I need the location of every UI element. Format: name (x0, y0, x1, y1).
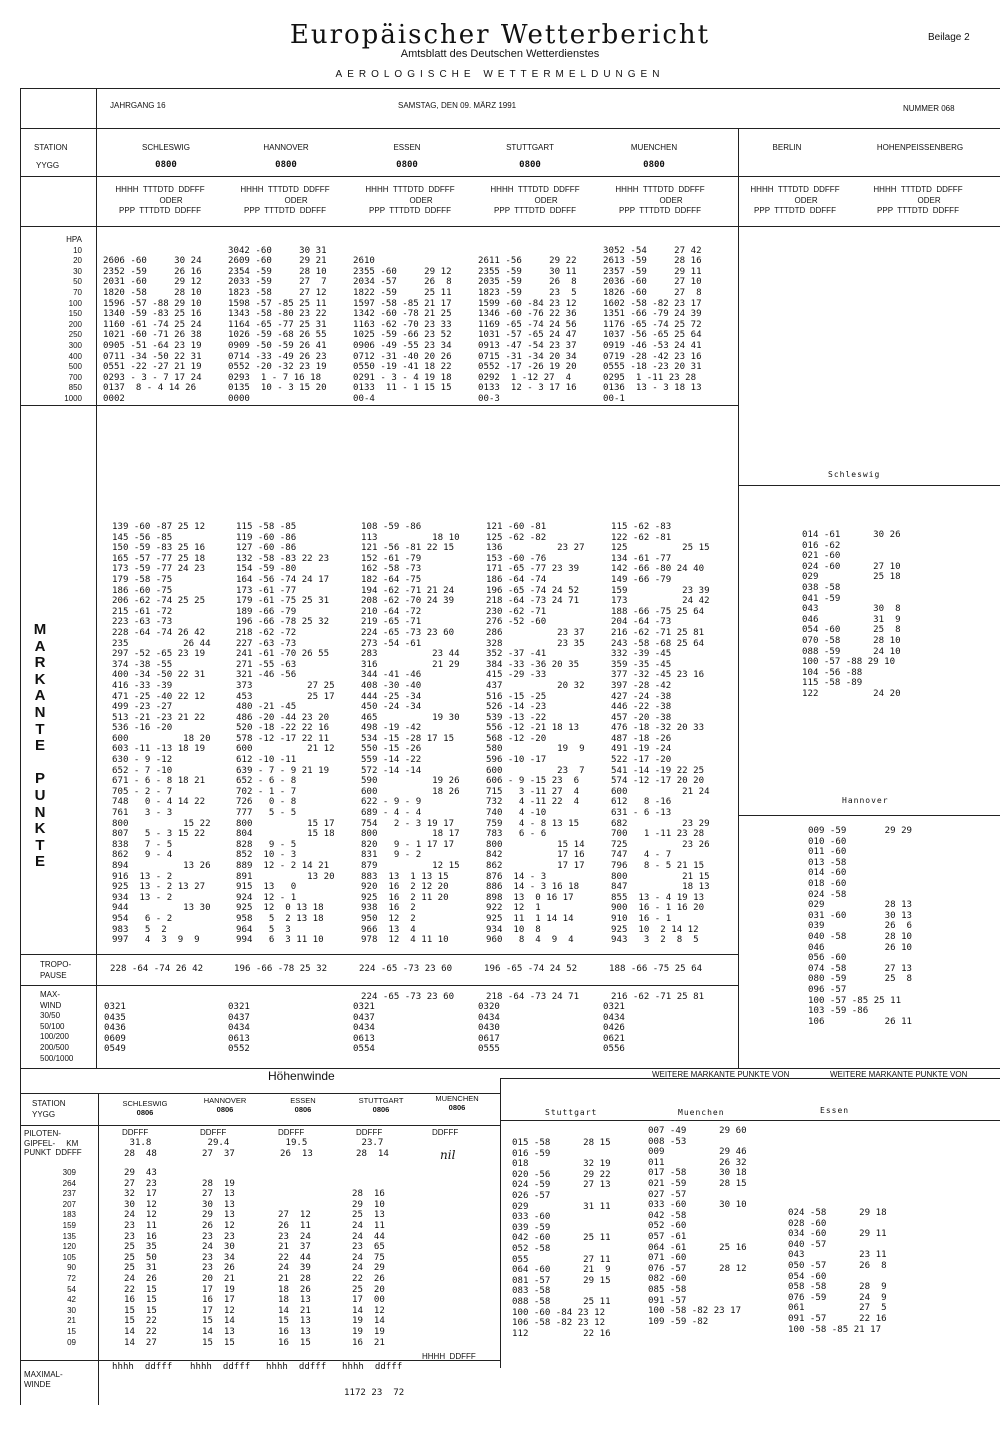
station-schleswig: SCHLESWIG (141, 143, 190, 152)
hw-hannover: 28 19 27 13 30 13 29 13 26 12 23 23 24 30 23 34 23 26 20 21 17 19 16 17 17 12 15 14 14 13 15 15 (202, 1178, 235, 1348)
markante-essen: 108 -59 -86 113 18 10 121 -56 -81 22 15 152 -61 -79 162 -58 -73 182 -64 -75 194 -62 -71 21 24 208 -62 -70 24 39 210 -64 -72 219 -65 -71 224 -65 -73 23 60 273 -54 -61 283 23 44 316 21 29 344 -41 -46 408 -30 -40 444 -25 -34 450 -24 -34 465 19 30 498 -19 -42 534 -15 -28 17 15 550 -15 -26 559 -14 -22 572 -14 -14 590 19 26 600 18 26 622 - 9 - 9 689 - 4 - 4 754 2 - 3 19 17 800 18 17 820 9 - 1 17 17 831 9 - 2 879 12 15 883 13 1 13 15 920 16 2 12 20 925 16 2 11 20 938 16 2 950 12 2 966 13 4 978 12 4 11 10 (361, 522, 460, 946)
hhhh-label: HHHH DDFFF (422, 1352, 476, 1361)
maxwind-top-stuttgart: 218 -64 -73 24 71 (486, 992, 580, 1002)
weitere-label: WEITERE MARKANTE PUNKTE VON (652, 1070, 790, 1079)
yygg-label: YYGG (36, 161, 60, 170)
station-stuttgart: STUTTGART (506, 143, 554, 152)
markante-muenchen: 115 -62 -83 122 -62 -81 125 25 15 134 -61 -77 142 -66 -80 24 40 149 -66 -79 159 23 39 173 24 42 188 -66 -75 25 64 204 -64 -73 216 -62 -71 25 81 243 -58 -68 25 64 332 -39 -45 359 -35 -45 377 -32 -45 23 16 397 -28 -42 427 -24 -38 446 -22 -38 457 -20 -38 476 -18 -32 20 33 487 -18 -26 491 -19 -24 522 -17 -20 541 -14 -19 22 25 574 -12 -17 20 20 600 21 24 612 8 -16 631 - 6 -13 682 23 29 700 1 -11 23 28 725 23 26 747 4 - 7 796 8 - 5 21 15 800 21 15 847 18 13 855 13 - 4 19 13 900 16 - 1 16 20 910 16 - 1 925 10 2 14 12 943 3 2 8 5 (611, 522, 710, 946)
hw-levels: 309 264 237 207 183 159 135 120 105 90 72 54 42 30 21 15 09 (62, 1168, 76, 1347)
station-label: STATION (34, 143, 68, 152)
station-hannover: HANNOVER (263, 143, 309, 152)
hhhh-label: hhhh ddfff (266, 1362, 327, 1372)
hhhh-label: hhhh ddfff (342, 1362, 403, 1372)
hw-station: ESSEN 0806 (290, 1096, 316, 1114)
column-head: HHHH TTTDTD DDFFF ODER PPP TTTDTD DDFFF (750, 185, 840, 216)
divider (738, 485, 1000, 486)
station-label: STATION (32, 1099, 66, 1108)
gipfel-stuttgart: 23.7 28 14 (356, 1138, 389, 1159)
time-schleswig: 0800 (155, 160, 177, 170)
gipfel-hannover: 29.4 27 37 (202, 1138, 235, 1159)
essen-extra-points: 024 -58 29 18 028 -60 034 -60 29 11 040 -57 043 23 11 050 -57 26 8 054 -60 058 -58 28 9 076 -59 24 9 061 27 5 091 -57 22 16 100 -58 -85 21 17 (788, 1208, 887, 1335)
hw-essen: 27 12 26 11 23 24 21 37 22 44 24 39 21 28 18 26 18 13 14 21 15 13 16 13 16 15 (278, 1210, 311, 1348)
maxwind-muenchen: 0321 0434 0426 0621 0556 (603, 1002, 625, 1055)
markante-schleswig: 139 -60 -87 25 12 145 -56 -85 150 -59 -83 25 16 165 -57 -77 25 18 173 -59 -77 24 23 179 -58 -75 186 -60 -75 206 -62 -74 25 25 215 -61 -72 223 -63 -73 228 -64 -74 26 42 235 26 44 297 -52 -65 23 19 374 -38 -55 400 -34 -50 22 31 416 -33 -39 471 -25 -40 22 12 499 -23 -27 513 -21 -23 21 22 536 -16 -20 600 18 20 603 -11 -13 18 19 630 - 9 -12 652 - 7 -10 671 - 6 - 8 18 21 705 - 2 - 7 748 0 - 4 14 22 761 3 - 3 800 15 22 807 5 - 3 15 22 838 7 - 5 862 9 - 4 894 13 26 916 13 - 2 925 13 - 2 13 27 934 13 - 2 944 13 30 954 6 - 2 983 5 2 997 4 3 9 9 (112, 522, 211, 946)
hw-station: MUENCHEN 0806 (435, 1094, 479, 1112)
date-label: SAMSTAG, DEN 09. MÄRZ 1991 (398, 101, 517, 110)
hw-schleswig: 29 43 27 23 32 17 30 12 24 12 23 11 23 16 25 35 25 50 25 31 24 26 22 15 16 15 15 15 15 22 14 22 14 27 (124, 1168, 157, 1348)
hw-stuttgart: 28 16 29 10 25 13 24 11 24 44 23 65 24 75 24 29 22 26 25 20 17 00 14 12 19 14 19 19 16 21 (352, 1189, 385, 1348)
column-head: HHHH TTTDTD DDFFF ODER PPP TTTDTD DDFFF (873, 185, 963, 216)
divider (500, 1120, 1000, 1121)
ddfff-label: DDFFF (356, 1128, 383, 1137)
divider (20, 1068, 1000, 1069)
hannover-extra-points: 009 -59 29 29 010 -60 011 -60 013 -58 014 -60 018 -60 024 -58 029 28 13 031 -60 30 13 039 26 6 040 -58 28 10 046 26 10 056 -60 074 -58 27 13 080 -59 25 8 096 -57 100 -57 -85 25 11 103 -59 -86 106 26 11 (808, 826, 913, 1027)
tropo-schleswig: 228 -64 -74 26 42 (110, 964, 204, 974)
divider (98, 1093, 99, 1405)
hpa-levels: HPA 10 20 30 50 70 100 150 200 250 300 400 500 700 850 1000 (64, 235, 82, 403)
divider (500, 1078, 501, 1368)
maxwind-label: MAX- WIND 30/50 50/100 100/200 200/500 500/1000 (40, 990, 74, 1063)
std-levels-schleswig: 2606 -60 30 24 2352 -59 26 16 2031 -60 29 12 1820 -58 28 10 1596 -57 -88 29 10 1340 -59 -83 25 16 1160 -61 -74 25 24 1021 -60 -71 26 38 0905 -51 -64 23 19 0711 -34 -50 22 31 0551 -22 -27 21 19 0293 - 3 - 7 17 24 0137 8 - 4 14 26 0002 (103, 256, 202, 404)
markante-punkte-label: M A R K A N T E P U N K T E (33, 621, 47, 871)
maxwind-hannover: 0321 0437 0434 0613 0552 (228, 1002, 250, 1055)
tropopause-label: TROPO- PAUSE (40, 960, 72, 980)
stuttgart-section-label: Stuttgart (545, 1108, 598, 1117)
column-head: HHHH TTTDTD DDFFF ODER PPP TTTDTD DDFFF (115, 185, 205, 216)
schleswig-extra-points: 014 -61 30 26 016 -62 021 -60 024 -60 27 10 029 25 18 038 -58 041 -59 043 30 8 046 31 9 054 -60 25 8 070 -58 28 10 088 -59 24 10 100 -57 -88 29 10 104 -56 -88 115 -58 -89 122 24 20 (802, 530, 901, 699)
ddfff-label: DDFFF (200, 1128, 227, 1137)
column-head: HHHH TTTDTD DDFFF ODER PPP TTTDTD DDFFF (615, 185, 705, 216)
std-levels-stuttgart: 2611 -56 29 22 2355 -59 30 11 2035 -59 26 8 1823 -59 23 5 1599 -60 -84 23 12 1346 -60 -76 22 36 1169 -65 -74 24 56 1031 -57 -65 24 47 0913 -47 -54 23 37 0715 -31 -34 20 34 0552 -17 -26 19 20 0292 1 -12 27 4 0133 12 - 3 17 16 00-3 (478, 256, 577, 404)
maximal-winde-label: MAXIMAL- WINDE (24, 1370, 63, 1389)
nummer-label: NUMMER 068 (903, 104, 955, 113)
divider (738, 815, 1000, 816)
ddfff-label: DDFFF (432, 1128, 459, 1137)
jahrgang-label: JAHRGANG 16 (110, 101, 166, 110)
divider (20, 88, 21, 1405)
markante-hannover: 115 -58 -85 119 -60 -86 127 -60 -86 132 -58 -83 22 23 154 -59 -80 164 -56 -74 24 17 173 -61 -77 179 -61 -75 25 31 189 -66 -79 196 -66 -78 25 32 218 -62 -72 227 -63 -73 241 -61 -70 26 55 271 -55 -63 321 -46 -56 373 27 25 453 25 17 480 -21 -45 486 -20 -44 23 20 520 -18 -22 22 16 578 -12 -17 22 11 600 21 12 612 -10 -11 639 - 7 - 9 21 19 652 - 6 - 8 702 - 1 - 7 726 0 - 8 777 5 - 5 800 15 17 804 15 18 828 9 - 5 852 10 - 3 889 12 - 2 14 21 891 13 20 915 13 0 924 12 - 1 925 12 0 13 18 958 5 2 13 18 964 5 3 994 6 3 11 10 (236, 522, 335, 946)
divider (20, 985, 738, 986)
tropo-muenchen: 188 -66 -75 25 64 (609, 964, 703, 974)
station-essen: ESSEN (393, 143, 421, 152)
hhhh-label: hhhh ddfff (190, 1362, 251, 1372)
tropo-stuttgart: 196 -65 -74 24 52 (484, 964, 578, 974)
hw-station: HANNOVER 0806 (203, 1096, 247, 1114)
markante-stuttgart: 121 -60 -81 125 -62 -82 136 23 27 153 -60 -76 171 -65 -77 23 39 186 -64 -74 196 -65 -74 24 52 218 -64 -73 24 71 230 -62 -71 276 -52 -60 286 23 37 328 23 35 352 -37 -41 384 -33 -36 20 35 415 -29 -33 437 20 32 516 -15 -25 526 -14 -23 539 -13 -22 556 -12 -21 18 13 568 -12 -20 580 19 9 596 -10 -17 600 23 7 606 - 9 -15 23 6 715 3 -11 27 4 732 4 -11 22 4 740 4 -10 759 4 - 8 13 15 783 6 - 6 800 15 14 842 17 16 862 17 17 876 14 - 3 886 14 - 3 16 18 898 13 0 16 17 922 12 1 925 11 1 14 14 934 10 8 960 8 4 9 4 (486, 522, 585, 946)
muenchen-extra-points: 007 -49 29 60 008 -53 009 29 46 011 26 32 017 -58 30 18 021 -59 28 15 027 -57 033 -60 30 10 042 -58 052 -60 057 -61 064 -61 25 16 071 -60 076 -57 28 12 082 -60 085 -58 091 -57 100 -58 -82 23 17 109 -59 -82 (648, 1126, 747, 1327)
muenchen-section-label: Muenchen (678, 1108, 725, 1117)
tropo-hannover: 196 -66 -78 25 32 (234, 964, 328, 974)
std-levels-hannover: 3042 -60 30 31 2609 -60 29 21 2354 -59 28 10 2033 -59 27 7 1823 -58 27 12 1598 -57 -85 25 11 1343 -58 -80 23 22 1164 -65 -77 25 31 1026 -59 -68 26 55 0909 -50 -59 26 41 0714 -33 -49 26 23 0552 -20 -32 23 19 0293 1 - 7 16 18 0135 10 - 3 15 20 0000 (228, 245, 327, 404)
ddfff-label: DDFFF (278, 1128, 305, 1137)
weitere-label: WEITERE MARKANTE PUNKTE VON (830, 1070, 968, 1079)
divider (738, 128, 739, 1068)
beilage-label: Beilage 2 (928, 32, 970, 43)
gipfel-schleswig: 31.8 28 48 (124, 1138, 157, 1159)
gipfel-essen: 19.5 26 13 (280, 1138, 313, 1159)
hoehenwinde-title: Höhenwinde (268, 1069, 335, 1083)
divider (20, 954, 738, 955)
piloten-label: PILOTEN- GIPFEL- KM PUNKT DDFFF (24, 1129, 82, 1157)
hw-station: STUTTGART 0806 (358, 1096, 404, 1114)
divider (20, 1125, 500, 1126)
divider (20, 226, 1000, 227)
divider (96, 88, 97, 1068)
maxwind-essen: 0321 0437 0434 0613 0554 (353, 1002, 375, 1055)
column-head: HHHH TTTDTD DDFFF ODER PPP TTTDTD DDFFF (490, 185, 580, 216)
station-muenchen: MUENCHEN (630, 143, 678, 152)
time-stuttgart: 0800 (519, 160, 541, 170)
yygg-label: YYGG (32, 1110, 56, 1119)
maxwind-schleswig: 0321 0435 0436 0609 0549 (104, 1002, 126, 1055)
maxwind-top-essen: 224 -65 -73 23 60 (361, 992, 455, 1002)
schleswig-section-label: Schleswig (828, 470, 881, 479)
time-essen: 0800 (396, 160, 418, 170)
divider (20, 176, 1000, 177)
hannover-section-label: Hannover (842, 796, 889, 805)
divider (20, 405, 738, 406)
column-head: HHHH TTTDTD DDFFF ODER PPP TTTDTD DDFFF (240, 185, 330, 216)
page-subtitle: Amtsblatt des Deutschen Wetterdienstes (400, 48, 600, 60)
std-levels-essen: 2610 2355 -60 29 12 2034 -57 26 8 1822 -59 25 11 1597 -58 -85 21 17 1342 -60 -78 21 25 1163 -62 -70 23 33 1025 -59 -66 23 52 0906 -49 -55 23 34 0712 -31 -40 20 26 0550 -19 -41 18 22 0291 - 3 - 4 19 18 0133 11 - 1 15 15 00-4 (353, 256, 452, 404)
gipfel-muenchen: nil (440, 1148, 456, 1162)
maxwind-stuttgart: 0320 0434 0430 0617 0555 (478, 1002, 500, 1055)
divider (20, 128, 1000, 129)
maxwind-top-muenchen: 216 -62 -71 25 81 (611, 992, 705, 1002)
time-hannover: 0800 (275, 160, 297, 170)
section-title: AEROLOGISCHE WETTERMELDUNGEN (335, 69, 665, 80)
stuttgart-extra-points: 015 -58 28 15 016 -59 018 32 19 020 -56 29 22 024 -59 27 13 026 -57 029 31 11 033 -60 039 -59 042 -60 25 11 052 -58 055 27 11 064 -60 21 9 081 -57 29 15 083 -58 088 -58 25 11 100 -60 -84 23 12 106 -58 -82 23 12 112 22 16 (512, 1138, 611, 1339)
station-berlin: BERLIN (772, 143, 802, 152)
hw-station: SCHLESWIG 0806 (122, 1099, 168, 1117)
page-title: Europäischer Wetterbericht (289, 20, 711, 50)
maximal-wind-stuttgart: 1172 23 72 (344, 1388, 405, 1398)
time-muenchen: 0800 (643, 160, 665, 170)
column-head: HHHH TTTDTD DDFFF ODER PPP TTTDTD DDFFF (365, 185, 455, 216)
tropo-essen: 224 -65 -73 23 60 (359, 964, 453, 974)
divider (20, 88, 1000, 89)
ddfff-label: DDFFF (122, 1128, 149, 1137)
essen-section-label: Essen (820, 1106, 850, 1115)
hhhh-label: hhhh ddfff (112, 1362, 173, 1372)
station-hohenpeissenberg: HOHENPEISSENBERG (876, 143, 964, 152)
std-levels-muenchen: 3052 -54 27 42 2613 -59 28 16 2357 -59 29 11 2036 -60 27 10 1826 -60 27 8 1602 -58 -82 23 17 1351 -66 -79 24 39 1176 -65 -74 25 72 1037 -56 -65 25 64 0919 -46 -53 24 41 0719 -28 -42 23 16 0555 -18 -23 20 31 0295 1 -11 23 28 0136 13 - 3 18 13 00-1 (603, 245, 702, 404)
